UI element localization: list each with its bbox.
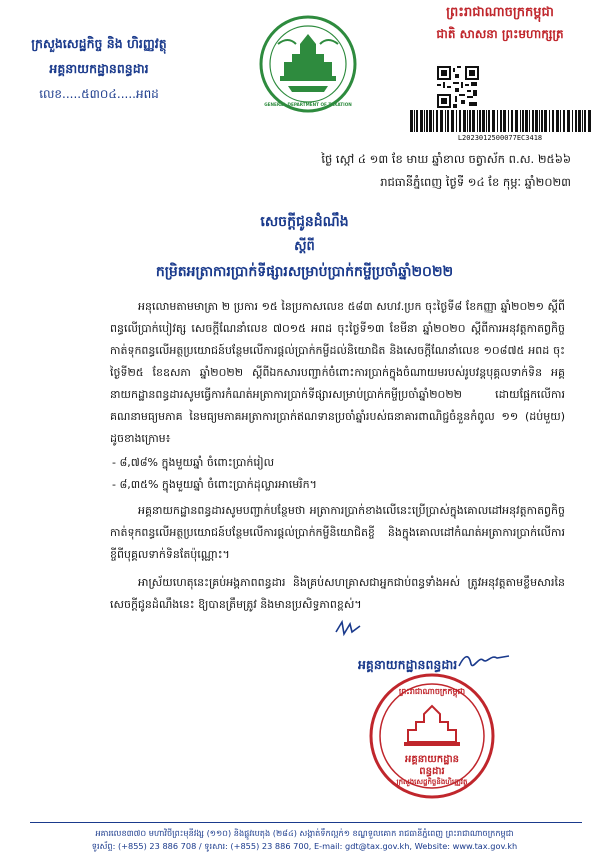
solar-date: រាជធានីភ្នំពេញ ថ្ងៃទី ១៤ ខែ កុម្ភៈ ឆ្នាំ២០២៣ [380,175,571,189]
barcode-bar [410,110,413,132]
paragraph-clarification: អគ្គនាយកដ្ឋានពន្ធដារសូមបញ្ជាក់បន្ថែមថា អត្រាការប្រាក់ខាងលើនេះប្រើប្រាស់ក្នុងគោលដៅអនុវត្តកាតព្វកិច្ចកាត់ទុកពន្ធលើអត្ថប្រយោជន៍បន្ថែមលើការផ្តល់ប្រាក់កម្ចីនិយោជិតខ្ចី និងក្នុងគោលដៅកំណត់អត្រាការប្រាក់លើការខ្ចីពីបុគ្គលទាក់ទិនតែប៉ុណ្ណោះ។ [110,504,565,561]
footer-address: អគារលេខ៣៧០ មហាវិថីព្រះមុនីវង្ស (១១០) និងផ្លូវបេតុង (២៨៤) សង្កាត់ទឹកល្អក់១ ខណ្ឌទួលគោក រាជធានីភ្នំពេញ ព្រះរាជាណាចក្រកម្ពុជា [95,828,514,838]
barcode-bar [463,110,466,132]
barcode-bar [440,110,443,132]
barcode-bar [414,110,415,132]
barcode-bar [416,110,418,132]
barcode-bar [472,110,475,132]
barcode-number: L2023012500077EC3418 [457,134,543,142]
barcode-bar [560,110,561,132]
barcode-bar [532,110,534,132]
barcode-bar [588,110,591,132]
barcode-bar [486,110,487,132]
rate-usd: - ៨,៣៥% ក្នុងមួយឆ្នាំ ចំពោះប្រាក់ដុល្លារអាមេរិក។ [112,478,317,491]
official-seal [368,672,496,800]
barcode-bar [582,110,583,132]
kingdom-title: ព្រះរាជាណាចក្រកម្ពុជា [446,5,554,20]
ref-prefix: លេខ..... [39,87,82,101]
barcode-bar [525,110,528,132]
seal-middle-text: អគ្គនាយកដ្ឋាន [405,754,459,765]
qr-code [437,66,479,108]
issuer-block [14,36,184,104]
paragraph-enforcement: អាស្រ័យហេតុនេះគ្រប់អង្គភាពពន្ធដារ និងគ្រប់សហគ្រាសជាអ្នកជាប់ពន្ធទាំងអស់ ត្រូវអនុវត្តតាមខ្លឹមសារនៃសេចក្តីជូនដំណឹងនេះ ឱ្យបានត្រឹមត្រូវ និងមានប្រសិទ្ធភាពខ្ពស់។ [110,576,565,611]
barcode-bar [511,110,513,132]
barcode-bar [541,110,543,132]
rate-riel: - ៨,៧៨% ក្នុងមួយឆ្នាំ ចំពោះប្រាក់រៀល [112,456,275,469]
ministry-name: ក្រសួងសេដ្ឋកិច្ច និង ហិរញ្ញវត្ថុ [31,36,167,51]
seal-top-text: ព្រះរាជាណាចក្រកម្ពុជា [398,687,466,696]
notice-title: សេចក្តីជូនដំណឹង [260,214,349,230]
seal-middle-text-2: ពន្ធដារ [419,766,445,777]
initials-mark [334,618,364,638]
barcode-bar [436,110,438,132]
notice-subtitle: ស្តីពី [294,239,315,254]
barcode-bar [563,110,565,132]
barcode-bar [535,110,538,132]
ref-suffix: .....អពដ [116,87,159,101]
department-name: អគ្គនាយកដ្ឋានពន្ធដារ [49,61,149,76]
barcode-bar [447,110,449,132]
signatory-title: អគ្គនាយកដ្ឋានពន្ធដារ [358,657,458,672]
barcode-bar [445,110,446,132]
barcode-bar [508,110,509,132]
barcode-bar [529,110,530,132]
paragraph-legal-basis: អនុលោមតាមមាត្រា ២ ប្រការ ១៥ នៃប្រកាសលេខ ៥៨៣ សហវ.ប្រក ចុះថ្ងៃទី៨ ខែកញ្ញា ឆ្នាំ២០២១ ស្តីពីពន្ធលើប្រាក់បៀវត្ស សេចក្តីណែនាំលេខ ៧០១៥ អពដ ចុះថ្ងៃទី១៣ ខែមីនា ឆ្នាំ២០២០ ស្តីពីការអនុវត្តកាតព្វកិច្ចកាត់ទុកពន្ធលើអត្ថប្រយោជន៍បន្ថែមលើការផ្តល់ប្រាក់កម្ចីដល់និយោជិត និងសេចក្តីណែនាំលេខ ១០៨៧៥ អពដ ចុះថ្ងៃទី២៥ ខែឧសភា ឆ្នាំ២០២២ ស្តីពីឯកសារបញ្ជាក់ចំពោះការប្រាក់ក្នុងចំណាយមរបស់រូបវន្តបុគ្គលទាក់ទិន អគ្គនាយកដ្ឋានពន្ធដារសូមធ្វើការកំណត់អត្រាការប្រាក់ទីផ្សារសម្រាប់ប្រាក់កម្ចីប្រចាំឆ្នាំ២០២២ ដោយផ្អែកលើការគណនាមធ្យមភាគ នៃមធ្យមភាគអត្រាការប្រាក់ឥណទានប្រចាំឆ្នាំរបស់ធនាគារពាណិជ្ជចំនួនកំពូល ១១ (ដប់មួយ) ដូចខាងក្រោម៖ [110,300,565,445]
barcode-bar [503,110,506,132]
barcode-bar [544,110,547,132]
rate-list [112,452,565,496]
barcode-bar [424,110,425,132]
barcode-bar [426,110,428,132]
barcode-bar [459,110,461,132]
barcode-bar [549,110,550,132]
barcode-bar [482,110,485,132]
barcode-bar [539,110,540,132]
barcode-bar [477,110,478,132]
barcode-bar [515,110,518,132]
barcode-bar [469,110,471,132]
notice-subject: កម្រិតអត្រាការប្រាក់ទីផ្សារសម្រាប់ប្រាក់កម្ចីប្រចាំឆ្នាំ២០២២ [155,264,454,280]
ref-number: ៥៣០៤ [81,87,117,101]
barcode-bar [488,110,490,132]
barcode-bar [567,110,570,132]
seal-bottom-text: ក្រសួងសេដ្ឋកិច្ចនិងហិរញ្ញវត្ថុ [396,778,468,786]
barcode-bar [552,110,554,132]
notice-body [110,296,565,616]
barcode-bar [456,110,457,132]
logo-caption: GENERAL DEPARTMENT OF TAXATION [264,102,352,107]
barcode-bar [500,110,502,132]
barcode-bar [479,110,481,132]
barcode-bar [433,110,434,132]
barcode-bar [429,110,432,132]
barcode-bar [556,110,559,132]
national-motto: ជាតិ សាសនា ព្រះមហាក្សត្រ [436,27,564,41]
barcode-bar [578,110,581,132]
document-barcode [408,110,592,132]
barcode-bar [451,110,454,132]
gdt-emblem-logo [258,14,358,114]
barcode-bar [420,110,423,132]
handwritten-signature [455,650,515,672]
barcode-bar [520,110,521,132]
barcode-bar [522,110,524,132]
barcode-bar [584,110,586,132]
reference-number [14,86,184,104]
barcode-bar [467,110,468,132]
lunar-date: ថ្ងៃ ស្កៅ ៤ ១៣ ខែ មាឃ ឆ្នាំខាល ចត្វាស័ក ព.ស. ២៥៦៦ [321,152,571,166]
footer-divider [30,822,582,823]
footer-contact: ទូរស័ព្ទ: (+855) 23 886 708 / ទូរសារ: (+855) 23 886 700, E-mail: gdt@tax.gov.kh, Website: www.tax.gov.kh [91,841,518,851]
barcode-bar [497,110,498,132]
kingdom-block [400,4,600,44]
barcode-bar [492,110,495,132]
barcode-bar [572,110,573,132]
barcode-bar [575,110,577,132]
